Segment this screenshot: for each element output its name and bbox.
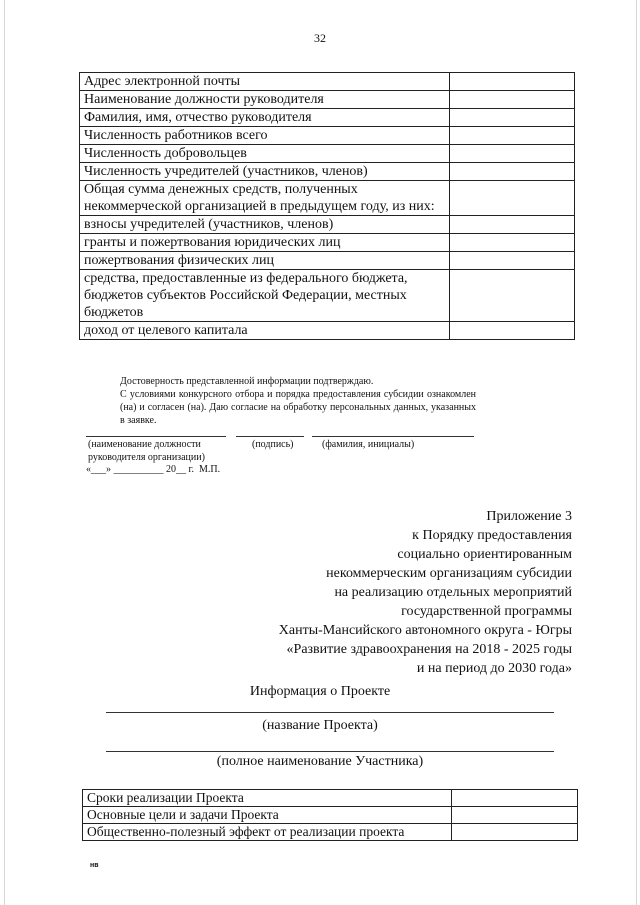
organization-info-table xyxy=(79,72,575,340)
signature-line[interactable] xyxy=(236,436,304,437)
table-row xyxy=(80,145,575,163)
position-signature-line[interactable] xyxy=(86,436,226,437)
table-row xyxy=(80,163,575,181)
table-cell-label: средства, предоставленные из федерального бюджета, бюджетов субъектов Российской Федерации, местных бюджетов xyxy=(80,270,450,322)
table-cell-value[interactable] xyxy=(449,234,574,252)
table-cell-value[interactable] xyxy=(449,216,574,234)
signature-label: (подпись) xyxy=(252,439,294,450)
table-cell-label: доход от целевого капитала xyxy=(80,322,450,340)
table-cell-value[interactable] xyxy=(451,824,577,841)
appendix-header xyxy=(279,507,572,678)
appendix-line: к Порядку предоставления xyxy=(412,528,572,543)
table-cell-label: Численность учредителей (участников, членов) xyxy=(80,163,450,181)
consent-paragraph: С условиями конкурсного отбора и порядка предоставления субсидии ознакомлен (на) и согласен (на). Даю согласие на обработку персональных данных, указанных в заявке. xyxy=(120,389,476,426)
table-row xyxy=(80,91,575,109)
table-cell-label: Численность добровольцев xyxy=(80,145,450,163)
appendix-line: Ханты-Мансийского автономного округа - Югры xyxy=(278,623,572,638)
table-cell-value[interactable] xyxy=(449,252,574,270)
table-row xyxy=(80,73,575,91)
appendix-line: некоммерческим организациям субсидии xyxy=(326,566,572,581)
table-cell-value[interactable] xyxy=(449,322,574,340)
position-label: (наименование должности руководителя организации) xyxy=(88,439,205,463)
table-cell-label: пожертвования физических лиц xyxy=(80,252,450,270)
appendix-line: на реализацию отдельных мероприятий xyxy=(334,585,572,600)
table-row xyxy=(83,824,578,841)
table-cell-label: Фамилия, имя, отчество руководителя xyxy=(80,109,450,127)
participant-name-line[interactable] xyxy=(106,751,554,752)
appendix-line: государственной программы xyxy=(401,604,572,619)
table-cell-label: Сроки реализации Проекта xyxy=(83,790,452,807)
table-row xyxy=(80,252,575,270)
name-label: (фамилия, инициалы) xyxy=(322,439,415,450)
table-cell-value[interactable] xyxy=(449,181,574,216)
name-signature-line[interactable] xyxy=(312,436,474,437)
footer-code: нв xyxy=(90,862,99,869)
table-row xyxy=(80,270,575,322)
table-cell-value[interactable] xyxy=(449,109,574,127)
date-line: «___» __________ 20__ г. М.П. xyxy=(86,464,221,475)
table-row xyxy=(83,790,578,807)
project-details-table xyxy=(82,789,578,841)
appendix-line: и на период до 2030 года» xyxy=(416,661,572,676)
table-cell-label: Общая сумма денежных средств, полученных некоммерческой организацией в предыдущем году, из них: xyxy=(80,181,450,216)
project-name-caption: (название Проекта) xyxy=(262,718,378,733)
appendix-line: социально ориентированным xyxy=(397,547,572,562)
table-cell-label: Численность работников всего xyxy=(80,127,450,145)
table-row xyxy=(83,807,578,824)
table-cell-value[interactable] xyxy=(451,790,577,807)
project-info-title: Информация о Проекте xyxy=(249,684,391,699)
table-cell-label: взносы учредителей (участников, членов) xyxy=(80,216,450,234)
table-cell-label: Общественно-полезный эффект от реализации проекта xyxy=(83,824,452,841)
page-number: 32 xyxy=(314,31,326,45)
table-cell-label: Адрес электронной почты xyxy=(80,73,450,91)
table-cell-label: Основные цели и задачи Проекта xyxy=(83,807,452,824)
confirmation-line: Достоверность представленной информации подтверждаю. xyxy=(120,376,374,387)
table-row xyxy=(80,234,575,252)
table-cell-value[interactable] xyxy=(449,270,574,322)
table-row xyxy=(80,181,575,216)
project-name-line[interactable] xyxy=(106,712,554,713)
table-row xyxy=(80,127,575,145)
table-row xyxy=(80,322,575,340)
table-cell-value[interactable] xyxy=(449,163,574,181)
confirmation-text xyxy=(120,375,476,427)
table-cell-value[interactable] xyxy=(451,807,577,824)
participant-name-caption: (полное наименование Участника) xyxy=(216,754,424,769)
table-cell-label: гранты и пожертвования юридических лиц xyxy=(80,234,450,252)
table-row xyxy=(80,109,575,127)
table-cell-label: Наименование должности руководителя xyxy=(80,91,450,109)
table-cell-value[interactable] xyxy=(449,73,574,91)
appendix-line: «Развитие здравоохранения на 2018 - 2025 годы xyxy=(286,642,572,657)
table-row xyxy=(80,216,575,234)
table-cell-value[interactable] xyxy=(449,91,574,109)
table-cell-value[interactable] xyxy=(449,145,574,163)
table-cell-value[interactable] xyxy=(449,127,574,145)
appendix-line: Приложение 3 xyxy=(486,509,572,524)
